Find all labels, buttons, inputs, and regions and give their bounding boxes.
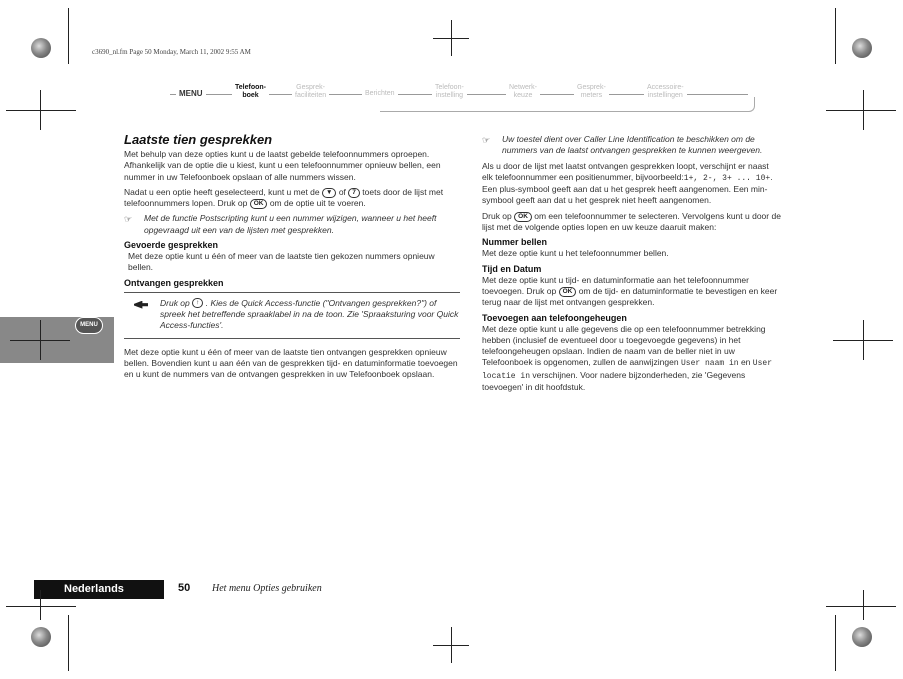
crop-mark [68,8,69,64]
note-hand-icon: ☞ [124,214,133,225]
prompt-user-locatie: User locatie in [482,359,772,381]
crop-mark [863,590,864,620]
crop-mark [835,8,836,64]
position-number-paragraph: Als u door de lijst met laatst ontvangen gesprekken loopt, verschijnt er naast elk telefoonnummer een positienummer, bijvoorbeeld:1+, 2-, 3+ ... 10+. Een plus-symbool geeft aan dat u het gesprek heeft aangenomen. Een min-symbool geeft aan dat u het gesprek niet heeft aangenomen. [482,160,773,206]
heading-ontvangen-gesprekken: Ontvangen gesprekken [124,277,224,288]
prompt-user-naam: User naam in [680,359,739,369]
registration-ball-bottom-right [852,627,872,647]
page-number: 50 [178,582,191,594]
right-column [482,134,782,397]
voice-control-box [124,292,460,339]
crop-mark [6,606,76,607]
menu-key-icon: MENU [75,317,103,334]
registration-ball-top-right [852,38,872,58]
gevoerde-gesprekken-text: Met deze optie kunt u één of meer van de laatste tien gekozen nummers opnieuw bellen. [128,251,435,273]
ok-key-icon: OK [514,212,532,222]
crop-mark [40,590,41,620]
crop-mark [433,38,469,39]
ok-key-icon: OK [559,287,577,297]
section-title: Laatste tien gesprekken [124,132,273,147]
breadcrumb-item-gesprekmeters: Gesprek- meters [574,84,609,100]
heading-tijd-en-datum: Tijd en Datum [482,263,542,274]
registration-ball-top-left [31,38,51,58]
voice-control-note: Druk op ↑ . Kies de Quick Access-functie ("Ontvangen gesprekken?") of spreek het betreffende spraaklabel in na de toon. Zie 'Spraaksturing voor Quick Access-functies'. [124,298,460,332]
footer-chapter-title: Het menu Opties gebruiken [212,583,322,594]
breadcrumb-item-netwerkkeuze: Netwerk- keuze [506,84,540,100]
voice-control-icon [134,301,148,309]
registration-ball-bottom-left [31,627,51,647]
up-key-icon: ↑ [192,298,203,308]
scroll-up-key-icon: 7 [348,188,360,198]
ok-key-icon: OK [250,199,268,209]
tijd-en-datum-text: Met deze optie kunt u tijd- en datuminformatie aan het telefoonnummer toevoegen. Druk op OK om de tijd- en datuminformatie te bevestigen en keer terug naar de lijst met ontvangen gesprekken. [482,274,778,308]
heading-gevoerde-gesprekken: Gevoerde gesprekken [124,240,219,251]
nummer-bellen-text: Met deze optie kunt u het telefoonnummer bellen. [482,248,669,259]
scroll-down-key-icon: ▼ [322,188,336,198]
print-header: c3690_nl.fm Page 50 Monday, March 11, 2002 9:55 AM [92,48,251,56]
crop-mark [40,320,41,360]
ontvangen-gesprekken-text: Met deze optie kunt u één of meer van de laatste tien ontvangen gesprekken opnieuw bellen. Bovendien kunt u aan één van de gesprekken tijd- en datuminformatie toevoegen en u kunt de nummers van de ontvangen gesprekken in uw Telefoonboek opslaan. [124,346,458,380]
select-number-paragraph: Druk op OK om een telefoonnummer te selecteren. Vervolgens kunt u door de lijst met de volgende opties lopen en uw keuze daaruit maken: [482,210,781,233]
breadcrumb-item-gesprekfaciliteiten: Gesprek- faciliteiten [292,84,329,100]
crop-mark [433,645,469,646]
crop-mark [68,615,69,671]
navigation-paragraph: Nadat u een optie heeft geselecteerd, kunt u met de ▼ of 7 toets door de lijst met telefoonnummers lopen. Druk op OK om de optie uit te voeren. [124,186,444,209]
crop-mark [6,110,76,111]
caller-id-note: ☞ Uw toestel dient over Caller Line Identification te beschikken om de nummers van de laatst ontvangen gesprekken te kunnen weergeven. [482,134,763,156]
crop-mark [863,90,864,130]
breadcrumb-item-telefooninstelling: Telefoon- instelling [432,84,467,100]
heading-toevoegen-aan-telefoongeheugen: Toevoegen aan telefoongeheugen [482,312,627,323]
breadcrumb-item-telefoonboek: Telefoon- boek [232,84,269,100]
note-hand-icon: ☞ [482,135,491,145]
heading-nummer-bellen: Nummer bellen [482,237,548,248]
intro-paragraph: Met behulp van deze opties kunt u de laatst gebelde telefoonnummers oproepen. Afhankelijk van de optie die u kiest, kunt u een telefoonnummer opnieuw bellen, een nummer in uw Telefoonboek opslaan of alle nummers wissen. [124,149,441,182]
left-column [124,132,460,384]
breadcrumb-item-berichten: Berichten [362,90,398,98]
toevoegen-text: Met deze optie kunt u alle gegevens die op een telefoonnummer betrekking hebben (inclusief de eventueel door u toegevoegde gegevens) in het telefoongeheugen opslaan. Indien de naam van de beller niet in uw Telefoonboek is opgenomen, zullen de aanwijzingen User naam in en User locatie in verschijnen. Voor nadere bijzonderheden, zie 'Gegevens toevoegen' in dit hoofdstuk. [482,323,772,393]
postscripting-note: ☞ Met de functie Postscripting kunt u een nummer wijzigen, wanneer u het heeft opgevraagd uit een van de lijsten met gesprekken. [124,213,437,235]
crop-mark [835,615,836,671]
crop-mark [826,606,896,607]
crop-mark [40,90,41,130]
position-example: 1+, 2-, 3+ ... 10+ [683,173,771,183]
crop-mark [863,320,864,360]
menu-breadcrumb [170,80,770,114]
crop-mark [826,110,896,111]
breadcrumb-menu: MENU [176,90,206,98]
footer-language: Nederlands [64,583,124,595]
breadcrumb-item-accessoire: Accessoire- instellingen [644,84,687,100]
